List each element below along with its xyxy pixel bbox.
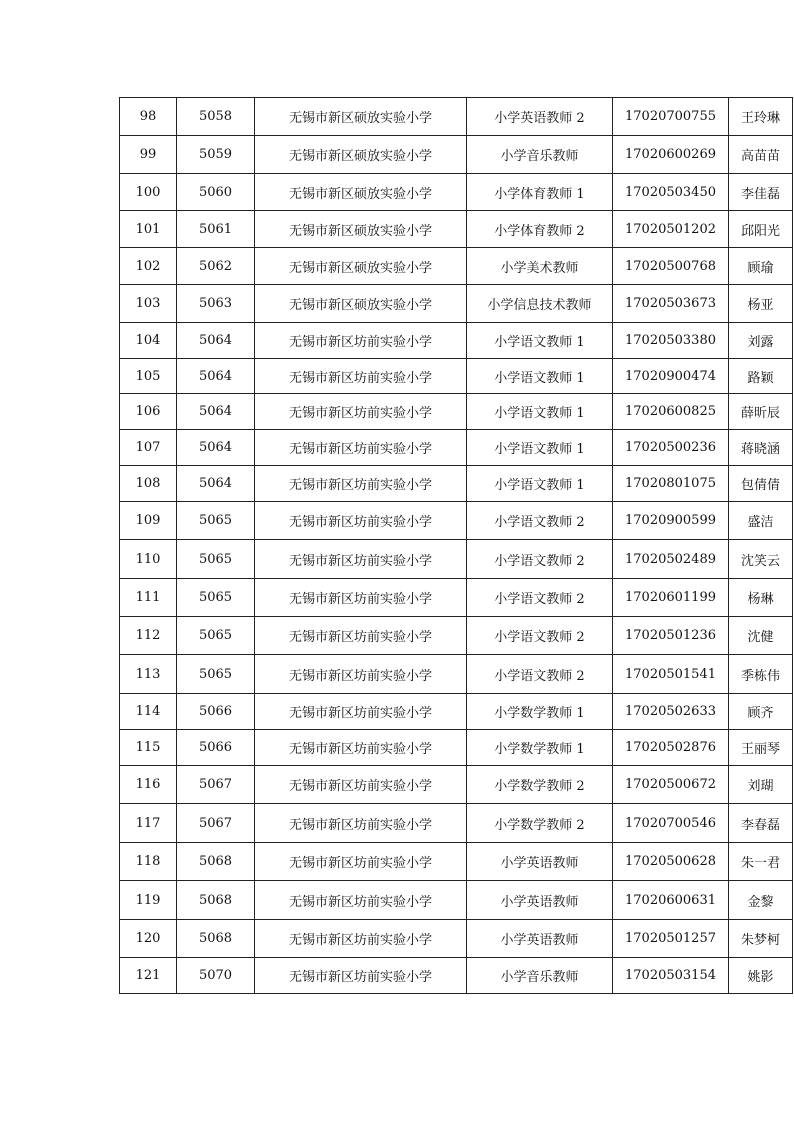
table-row <box>120 540 793 579</box>
roster-body <box>120 98 793 994</box>
row-number-cell: 107 <box>120 430 177 466</box>
row-number-cell: 110 <box>120 540 177 579</box>
row-number-cell: 115 <box>120 730 177 766</box>
position-title-cell: 小学数学教师 1 <box>467 694 613 730</box>
row-number-cell: 114 <box>120 694 177 730</box>
position-code-cell: 5064 <box>177 394 255 430</box>
school-name-cell: 无锡市新区坊前实验小学 <box>255 843 467 881</box>
table-row <box>120 730 793 766</box>
exam-id-cell: 17020601199 <box>613 579 729 617</box>
candidate-name-cell: 王丽琴 <box>729 730 793 766</box>
position-title-cell: 小学语文教师 1 <box>467 430 613 466</box>
exam-id-cell: 17020600825 <box>613 394 729 430</box>
table-row <box>120 502 793 540</box>
exam-id-cell: 17020502489 <box>613 540 729 579</box>
position-code-cell: 5065 <box>177 655 255 694</box>
candidate-name-cell: 刘瑚 <box>729 766 793 804</box>
position-code-cell: 5064 <box>177 466 255 502</box>
row-number-cell: 117 <box>120 804 177 843</box>
candidate-name-cell: 李佳磊 <box>729 174 793 211</box>
candidate-name-cell: 王玲琳 <box>729 98 793 136</box>
exam-id-cell: 17020900599 <box>613 502 729 540</box>
position-title-cell: 小学音乐教师 <box>467 958 613 994</box>
row-number-cell: 109 <box>120 502 177 540</box>
table-row <box>120 430 793 466</box>
exam-id-cell: 17020503380 <box>613 323 729 359</box>
school-name-cell: 无锡市新区坊前实验小学 <box>255 655 467 694</box>
position-code-cell: 5062 <box>177 248 255 285</box>
row-number-cell: 105 <box>120 359 177 394</box>
position-title-cell: 小学语文教师 2 <box>467 579 613 617</box>
row-number-cell: 113 <box>120 655 177 694</box>
position-title-cell: 小学语文教师 1 <box>467 466 613 502</box>
candidate-name-cell: 沈健 <box>729 617 793 655</box>
position-code-cell: 5065 <box>177 502 255 540</box>
school-name-cell: 无锡市新区坊前实验小学 <box>255 958 467 994</box>
exam-id-cell: 17020500672 <box>613 766 729 804</box>
position-title-cell: 小学英语教师 <box>467 843 613 881</box>
position-code-cell: 5065 <box>177 540 255 579</box>
exam-id-cell: 17020700755 <box>613 98 729 136</box>
candidate-name-cell: 顾齐 <box>729 694 793 730</box>
row-number-cell: 112 <box>120 617 177 655</box>
position-title-cell: 小学语文教师 1 <box>467 359 613 394</box>
position-title-cell: 小学语文教师 2 <box>467 502 613 540</box>
exam-id-cell: 17020600631 <box>613 881 729 920</box>
row-number-cell: 121 <box>120 958 177 994</box>
position-code-cell: 5059 <box>177 136 255 174</box>
school-name-cell: 无锡市新区坊前实验小学 <box>255 323 467 359</box>
table-row <box>120 958 793 994</box>
table-row <box>120 174 793 211</box>
exam-id-cell: 17020801075 <box>613 466 729 502</box>
position-code-cell: 5064 <box>177 430 255 466</box>
school-name-cell: 无锡市新区坊前实验小学 <box>255 766 467 804</box>
candidate-name-cell: 路颖 <box>729 359 793 394</box>
position-title-cell: 小学音乐教师 <box>467 136 613 174</box>
table-row <box>120 766 793 804</box>
row-number-cell: 98 <box>120 98 177 136</box>
candidate-name-cell: 刘露 <box>729 323 793 359</box>
position-title-cell: 小学语文教师 2 <box>467 540 613 579</box>
position-code-cell: 5064 <box>177 323 255 359</box>
candidate-name-cell: 杨亚 <box>729 285 793 323</box>
candidate-name-cell: 朱一君 <box>729 843 793 881</box>
school-name-cell: 无锡市新区坊前实验小学 <box>255 694 467 730</box>
table-row <box>120 617 793 655</box>
table-row <box>120 881 793 920</box>
row-number-cell: 108 <box>120 466 177 502</box>
position-title-cell: 小学数学教师 1 <box>467 730 613 766</box>
candidate-name-cell: 朱梦柯 <box>729 920 793 958</box>
table-row <box>120 804 793 843</box>
school-name-cell: 无锡市新区坊前实验小学 <box>255 881 467 920</box>
school-name-cell: 无锡市新区坊前实验小学 <box>255 617 467 655</box>
table-row <box>120 920 793 958</box>
position-title-cell: 小学语文教师 1 <box>467 323 613 359</box>
candidate-name-cell: 季栋伟 <box>729 655 793 694</box>
row-number-cell: 118 <box>120 843 177 881</box>
row-number-cell: 100 <box>120 174 177 211</box>
row-number-cell: 111 <box>120 579 177 617</box>
school-name-cell: 无锡市新区硕放实验小学 <box>255 211 467 248</box>
position-code-cell: 5067 <box>177 804 255 843</box>
table-row <box>120 694 793 730</box>
candidate-name-cell: 沈笑云 <box>729 540 793 579</box>
position-title-cell: 小学体育教师 2 <box>467 211 613 248</box>
exam-id-cell: 17020500236 <box>613 430 729 466</box>
school-name-cell: 无锡市新区硕放实验小学 <box>255 174 467 211</box>
position-code-cell: 5058 <box>177 98 255 136</box>
row-number-cell: 119 <box>120 881 177 920</box>
school-name-cell: 无锡市新区坊前实验小学 <box>255 579 467 617</box>
school-name-cell: 无锡市新区硕放实验小学 <box>255 285 467 323</box>
candidate-name-cell: 顾瑜 <box>729 248 793 285</box>
position-title-cell: 小学英语教师 2 <box>467 98 613 136</box>
school-name-cell: 无锡市新区坊前实验小学 <box>255 359 467 394</box>
exam-id-cell: 17020500628 <box>613 843 729 881</box>
position-code-cell: 5070 <box>177 958 255 994</box>
position-title-cell: 小学体育教师 1 <box>467 174 613 211</box>
candidate-name-cell: 金黎 <box>729 881 793 920</box>
table-row <box>120 655 793 694</box>
table-row <box>120 248 793 285</box>
school-name-cell: 无锡市新区坊前实验小学 <box>255 804 467 843</box>
school-name-cell: 无锡市新区坊前实验小学 <box>255 466 467 502</box>
table-row <box>120 323 793 359</box>
exam-id-cell: 17020503154 <box>613 958 729 994</box>
exam-id-cell: 17020503450 <box>613 174 729 211</box>
school-name-cell: 无锡市新区硕放实验小学 <box>255 136 467 174</box>
row-number-cell: 106 <box>120 394 177 430</box>
position-title-cell: 小学语文教师 2 <box>467 655 613 694</box>
position-code-cell: 5068 <box>177 881 255 920</box>
candidate-name-cell: 蒋晓涵 <box>729 430 793 466</box>
position-code-cell: 5067 <box>177 766 255 804</box>
position-title-cell: 小学语文教师 2 <box>467 617 613 655</box>
position-title-cell: 小学英语教师 <box>467 920 613 958</box>
exam-id-cell: 17020501202 <box>613 211 729 248</box>
school-name-cell: 无锡市新区坊前实验小学 <box>255 540 467 579</box>
exam-id-cell: 17020502876 <box>613 730 729 766</box>
candidate-name-cell: 杨琳 <box>729 579 793 617</box>
row-number-cell: 116 <box>120 766 177 804</box>
school-name-cell: 无锡市新区坊前实验小学 <box>255 920 467 958</box>
school-name-cell: 无锡市新区硕放实验小学 <box>255 98 467 136</box>
exam-id-cell: 17020501541 <box>613 655 729 694</box>
position-code-cell: 5065 <box>177 579 255 617</box>
position-title-cell: 小学信息技术教师 <box>467 285 613 323</box>
exam-id-cell: 17020700546 <box>613 804 729 843</box>
position-code-cell: 5060 <box>177 174 255 211</box>
exam-id-cell: 17020900474 <box>613 359 729 394</box>
table-row <box>120 98 793 136</box>
position-title-cell: 小学数学教师 2 <box>467 766 613 804</box>
candidate-name-cell: 高苗苗 <box>729 136 793 174</box>
row-number-cell: 104 <box>120 323 177 359</box>
school-name-cell: 无锡市新区硕放实验小学 <box>255 248 467 285</box>
position-code-cell: 5068 <box>177 843 255 881</box>
school-name-cell: 无锡市新区坊前实验小学 <box>255 394 467 430</box>
candidate-name-cell: 姚影 <box>729 958 793 994</box>
table-row <box>120 843 793 881</box>
row-number-cell: 120 <box>120 920 177 958</box>
school-name-cell: 无锡市新区坊前实验小学 <box>255 730 467 766</box>
table-row <box>120 285 793 323</box>
position-code-cell: 5068 <box>177 920 255 958</box>
position-title-cell: 小学英语教师 <box>467 881 613 920</box>
school-name-cell: 无锡市新区坊前实验小学 <box>255 502 467 540</box>
position-code-cell: 5061 <box>177 211 255 248</box>
position-code-cell: 5066 <box>177 694 255 730</box>
row-number-cell: 101 <box>120 211 177 248</box>
position-code-cell: 5065 <box>177 617 255 655</box>
position-title-cell: 小学语文教师 1 <box>467 394 613 430</box>
row-number-cell: 99 <box>120 136 177 174</box>
candidate-name-cell: 邱阳光 <box>729 211 793 248</box>
table-row <box>120 359 793 394</box>
table-row <box>120 579 793 617</box>
row-number-cell: 103 <box>120 285 177 323</box>
table-row <box>120 394 793 430</box>
candidate-name-cell: 包倩倩 <box>729 466 793 502</box>
table-row <box>120 211 793 248</box>
exam-id-cell: 17020503673 <box>613 285 729 323</box>
exam-id-cell: 17020501236 <box>613 617 729 655</box>
position-title-cell: 小学数学教师 2 <box>467 804 613 843</box>
table-row <box>120 136 793 174</box>
row-number-cell: 102 <box>120 248 177 285</box>
table-row <box>120 466 793 502</box>
candidate-name-cell: 盛洁 <box>729 502 793 540</box>
position-code-cell: 5064 <box>177 359 255 394</box>
exam-id-cell: 17020501257 <box>613 920 729 958</box>
position-code-cell: 5063 <box>177 285 255 323</box>
exam-id-cell: 17020502633 <box>613 694 729 730</box>
position-title-cell: 小学美术教师 <box>467 248 613 285</box>
candidate-name-cell: 薛昕辰 <box>729 394 793 430</box>
school-name-cell: 无锡市新区坊前实验小学 <box>255 430 467 466</box>
exam-id-cell: 17020600269 <box>613 136 729 174</box>
candidate-name-cell: 李春磊 <box>729 804 793 843</box>
position-code-cell: 5066 <box>177 730 255 766</box>
exam-id-cell: 17020500768 <box>613 248 729 285</box>
roster-table <box>119 97 793 994</box>
